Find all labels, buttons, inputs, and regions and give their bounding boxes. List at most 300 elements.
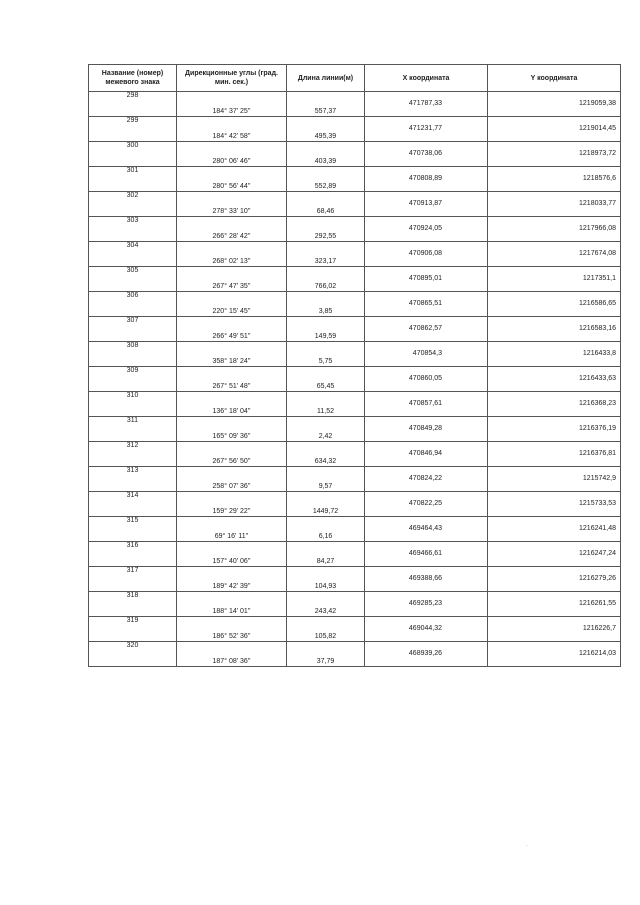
empty-cell: [488, 258, 621, 267]
empty-cell: [488, 392, 621, 401]
point-name: 311: [89, 417, 177, 426]
empty-cell: [177, 125, 287, 133]
empty-cell: [287, 242, 365, 251]
point-name: 305: [89, 267, 177, 276]
table-row: [89, 500, 621, 508]
table-row: [89, 333, 621, 342]
empty-cell: [365, 208, 488, 217]
table-row: [89, 350, 621, 358]
empty-cell: [89, 458, 177, 467]
empty-cell: [89, 150, 177, 158]
empty-cell: [177, 492, 287, 501]
empty-cell: [488, 142, 621, 151]
x-coordinate: 470857,61: [365, 400, 488, 408]
table-row: [89, 633, 621, 642]
table-row: [89, 225, 621, 233]
point-name: 313: [89, 467, 177, 476]
empty-cell: [287, 617, 365, 626]
empty-cell: [177, 142, 287, 151]
empty-cell: [89, 125, 177, 133]
table-row: [89, 108, 621, 117]
empty-cell: [89, 500, 177, 508]
empty-cell: [365, 658, 488, 667]
table-row: [89, 100, 621, 108]
table-row: [89, 575, 621, 583]
empty-cell: [177, 467, 287, 476]
empty-cell: [488, 167, 621, 176]
table-row: [89, 167, 621, 176]
empty-cell: [488, 192, 621, 201]
empty-cell: [488, 458, 621, 467]
direction-angle: 278° 33' 10'': [177, 208, 287, 217]
empty-cell: [89, 108, 177, 117]
empty-cell: [177, 250, 287, 258]
boundary-coordinates-table: [88, 64, 621, 667]
empty-cell: [488, 242, 621, 251]
empty-cell: [177, 517, 287, 526]
table-row: [89, 258, 621, 267]
empty-cell: [365, 367, 488, 376]
line-length: 105,82: [287, 633, 365, 642]
empty-cell: [287, 92, 365, 101]
table-row: [89, 400, 621, 408]
table-row: [89, 492, 621, 501]
point-name: 315: [89, 517, 177, 526]
empty-cell: [488, 408, 621, 417]
line-length: 557,37: [287, 108, 365, 117]
empty-cell: [89, 508, 177, 517]
empty-cell: [287, 325, 365, 333]
y-coordinate: 1219059,38: [488, 100, 621, 108]
empty-cell: [287, 600, 365, 608]
empty-cell: [177, 442, 287, 451]
empty-cell: [177, 167, 287, 176]
table-row: [89, 317, 621, 326]
empty-cell: [89, 575, 177, 583]
empty-cell: [89, 425, 177, 433]
table-row: [89, 458, 621, 467]
direction-angle: 184° 42' 58'': [177, 133, 287, 142]
empty-cell: [177, 542, 287, 551]
empty-cell: [488, 308, 621, 317]
x-coordinate: 469044,32: [365, 625, 488, 633]
empty-cell: [488, 292, 621, 301]
y-coordinate: 1216376,81: [488, 450, 621, 458]
empty-cell: [287, 267, 365, 276]
empty-cell: [365, 142, 488, 151]
point-name: 308: [89, 342, 177, 351]
header-name: Название (номер) межевого знака: [89, 65, 177, 92]
table-row: [89, 308, 621, 317]
empty-cell: [287, 225, 365, 233]
x-coordinate: 471787,33: [365, 100, 488, 108]
empty-cell: [365, 333, 488, 342]
empty-cell: [89, 383, 177, 392]
empty-cell: [89, 408, 177, 417]
empty-cell: [365, 508, 488, 517]
empty-cell: [89, 200, 177, 208]
empty-cell: [365, 608, 488, 617]
empty-cell: [488, 333, 621, 342]
table-row: [89, 417, 621, 426]
empty-cell: [177, 100, 287, 108]
empty-cell: [89, 183, 177, 192]
empty-cell: [287, 392, 365, 401]
point-name: 318: [89, 592, 177, 601]
x-coordinate: 470913,87: [365, 200, 488, 208]
empty-cell: [177, 317, 287, 326]
empty-cell: [488, 417, 621, 426]
empty-cell: [365, 258, 488, 267]
point-name: 302: [89, 192, 177, 201]
table-row: [89, 617, 621, 626]
table-row: [89, 217, 621, 226]
table-row: [89, 150, 621, 158]
empty-cell: [89, 300, 177, 308]
x-coordinate: 470824,22: [365, 475, 488, 483]
x-coordinate: 469285,23: [365, 600, 488, 608]
direction-angle: 187° 08' 36'': [177, 658, 287, 667]
empty-cell: [89, 233, 177, 242]
empty-cell: [89, 358, 177, 367]
empty-cell: [287, 400, 365, 408]
x-coordinate: 468939,26: [365, 650, 488, 658]
direction-angle: 159° 29' 22'': [177, 508, 287, 517]
coordinates-sheet: [88, 64, 620, 667]
y-coordinate: 1217351,1: [488, 275, 621, 283]
table-row: [89, 467, 621, 476]
table-row: [89, 583, 621, 592]
line-length: 104,93: [287, 583, 365, 592]
table-header-row: [89, 65, 621, 92]
x-coordinate: 470865,51: [365, 300, 488, 308]
table-row: [89, 567, 621, 576]
empty-cell: [287, 167, 365, 176]
direction-angle: 188° 14' 01'': [177, 608, 287, 617]
point-name: 320: [89, 642, 177, 651]
line-length: 403,39: [287, 158, 365, 167]
empty-cell: [488, 317, 621, 326]
table-row: [89, 358, 621, 367]
empty-cell: [89, 608, 177, 617]
empty-cell: [287, 150, 365, 158]
table-row: [89, 283, 621, 292]
direction-angle: 189° 42' 39'': [177, 583, 287, 592]
empty-cell: [177, 392, 287, 401]
x-coordinate: 470906,08: [365, 250, 488, 258]
x-coordinate: 470862,57: [365, 325, 488, 333]
table-row: [89, 92, 621, 101]
empty-cell: [89, 550, 177, 558]
empty-cell: [287, 100, 365, 108]
direction-angle: 267° 51' 48'': [177, 383, 287, 392]
table-row: [89, 533, 621, 542]
point-name: 300: [89, 142, 177, 151]
empty-cell: [177, 450, 287, 458]
empty-cell: [89, 533, 177, 542]
empty-cell: [177, 292, 287, 301]
empty-cell: [177, 525, 287, 533]
empty-cell: [287, 292, 365, 301]
empty-cell: [177, 375, 287, 383]
direction-angle: 358° 18' 24'': [177, 358, 287, 367]
x-coordinate: 470738,06: [365, 150, 488, 158]
line-length: 1449,72: [287, 508, 365, 517]
line-length: 766,02: [287, 283, 365, 292]
empty-cell: [177, 617, 287, 626]
empty-cell: [177, 500, 287, 508]
empty-cell: [177, 417, 287, 426]
table-row: [89, 208, 621, 217]
empty-cell: [365, 233, 488, 242]
empty-cell: [89, 283, 177, 292]
empty-cell: [488, 483, 621, 492]
direction-angle: 266° 49' 51'': [177, 333, 287, 342]
line-length: 243,42: [287, 608, 365, 617]
empty-cell: [488, 467, 621, 476]
empty-cell: [177, 592, 287, 601]
line-length: 634,32: [287, 458, 365, 467]
empty-cell: [365, 442, 488, 451]
x-coordinate: 470924,05: [365, 225, 488, 233]
table-row: [89, 608, 621, 617]
empty-cell: [177, 192, 287, 201]
empty-cell: [287, 317, 365, 326]
table-row: [89, 425, 621, 433]
empty-cell: [89, 333, 177, 342]
table-row: [89, 642, 621, 651]
empty-cell: [365, 417, 488, 426]
empty-cell: [287, 592, 365, 601]
line-length: 149,59: [287, 333, 365, 342]
header-angles: Дирекционные углы (град. мин. сек.): [177, 65, 287, 92]
table-row: [89, 433, 621, 442]
header-length: Длина линии(м): [287, 65, 365, 92]
empty-cell: [287, 192, 365, 201]
point-name: 306: [89, 292, 177, 301]
empty-cell: [488, 433, 621, 442]
table-row: [89, 142, 621, 151]
empty-cell: [89, 558, 177, 567]
table-row: [89, 233, 621, 242]
x-coordinate: 469464,43: [365, 525, 488, 533]
table-row: [89, 508, 621, 517]
empty-cell: [177, 175, 287, 183]
line-length: 11,52: [287, 408, 365, 417]
table-row: [89, 392, 621, 401]
empty-cell: [365, 483, 488, 492]
y-coordinate: 1216433,8: [488, 350, 621, 358]
empty-cell: [287, 475, 365, 483]
empty-cell: [287, 550, 365, 558]
empty-cell: [488, 508, 621, 517]
table-row: [89, 117, 621, 126]
line-length: 84,27: [287, 558, 365, 567]
direction-angle: 258° 07' 36'': [177, 483, 287, 492]
empty-cell: [488, 233, 621, 242]
table-row: [89, 383, 621, 392]
x-coordinate: 470808,89: [365, 175, 488, 183]
page-mark: ·: [526, 843, 528, 849]
empty-cell: [287, 650, 365, 658]
empty-cell: [365, 492, 488, 501]
line-length: 6,16: [287, 533, 365, 542]
empty-cell: [287, 300, 365, 308]
empty-cell: [365, 583, 488, 592]
empty-cell: [89, 225, 177, 233]
empty-cell: [365, 592, 488, 601]
empty-cell: [488, 533, 621, 542]
line-length: 37,79: [287, 658, 365, 667]
table-row: [89, 250, 621, 258]
empty-cell: [287, 500, 365, 508]
direction-angle: 267° 56' 50'': [177, 458, 287, 467]
empty-cell: [365, 392, 488, 401]
empty-cell: [365, 183, 488, 192]
y-coordinate: 1216586,65: [488, 300, 621, 308]
empty-cell: [488, 267, 621, 276]
y-coordinate: 1217674,08: [488, 250, 621, 258]
empty-cell: [365, 342, 488, 351]
empty-cell: [365, 542, 488, 551]
x-coordinate: 469466,61: [365, 550, 488, 558]
line-length: 2,42: [287, 433, 365, 442]
empty-cell: [89, 650, 177, 658]
empty-cell: [177, 575, 287, 583]
empty-cell: [488, 92, 621, 101]
empty-cell: [488, 442, 621, 451]
empty-cell: [177, 325, 287, 333]
empty-cell: [287, 200, 365, 208]
x-coordinate: 470849,28: [365, 425, 488, 433]
empty-cell: [365, 242, 488, 251]
empty-cell: [365, 92, 488, 101]
empty-cell: [488, 158, 621, 167]
y-coordinate: 1216214,03: [488, 650, 621, 658]
empty-cell: [287, 450, 365, 458]
line-length: 65,45: [287, 383, 365, 392]
empty-cell: [365, 283, 488, 292]
table-row: [89, 542, 621, 551]
empty-cell: [89, 433, 177, 442]
empty-cell: [365, 383, 488, 392]
table-row: [89, 275, 621, 283]
point-name: 303: [89, 217, 177, 226]
empty-cell: [177, 367, 287, 376]
empty-cell: [287, 342, 365, 351]
table-row: [89, 525, 621, 533]
empty-cell: [365, 567, 488, 576]
table-row: [89, 325, 621, 333]
x-coordinate: 469388,66: [365, 575, 488, 583]
table-row: [89, 342, 621, 351]
y-coordinate: 1218576,6: [488, 175, 621, 183]
line-length: 68,46: [287, 208, 365, 217]
empty-cell: [89, 525, 177, 533]
empty-cell: [488, 583, 621, 592]
empty-cell: [488, 183, 621, 192]
empty-cell: [89, 633, 177, 642]
point-name: 298: [89, 92, 177, 101]
empty-cell: [89, 475, 177, 483]
empty-cell: [365, 558, 488, 567]
table-row: [89, 242, 621, 251]
empty-cell: [89, 600, 177, 608]
empty-cell: [488, 633, 621, 642]
point-name: 319: [89, 617, 177, 626]
empty-cell: [89, 350, 177, 358]
empty-cell: [365, 633, 488, 642]
empty-cell: [177, 600, 287, 608]
empty-cell: [365, 308, 488, 317]
empty-cell: [287, 417, 365, 426]
empty-cell: [89, 625, 177, 633]
empty-cell: [287, 517, 365, 526]
empty-cell: [365, 358, 488, 367]
empty-cell: [89, 450, 177, 458]
y-coordinate: 1219014,45: [488, 125, 621, 133]
table-row: [89, 450, 621, 458]
table-row: [89, 625, 621, 633]
direction-angle: 69° 16' 11'': [177, 533, 287, 542]
empty-cell: [287, 117, 365, 126]
empty-cell: [365, 292, 488, 301]
empty-cell: [365, 533, 488, 542]
line-length: 323,17: [287, 258, 365, 267]
empty-cell: [89, 250, 177, 258]
empty-cell: [287, 642, 365, 651]
table-row: [89, 367, 621, 376]
empty-cell: [488, 517, 621, 526]
y-coordinate: 1216261,55: [488, 600, 621, 608]
empty-cell: [177, 475, 287, 483]
direction-angle: 267° 47' 35'': [177, 283, 287, 292]
empty-cell: [89, 583, 177, 592]
empty-cell: [89, 483, 177, 492]
x-coordinate: 470860,05: [365, 375, 488, 383]
empty-cell: [89, 158, 177, 167]
empty-cell: [89, 275, 177, 283]
table-row: [89, 408, 621, 417]
point-name: 316: [89, 542, 177, 551]
y-coordinate: 1218033,77: [488, 200, 621, 208]
empty-cell: [287, 525, 365, 533]
empty-cell: [177, 625, 287, 633]
empty-cell: [89, 208, 177, 217]
empty-cell: [488, 592, 621, 601]
table-row: [89, 592, 621, 601]
table-row: [89, 267, 621, 276]
empty-cell: [287, 125, 365, 133]
empty-cell: [488, 617, 621, 626]
empty-cell: [488, 108, 621, 117]
y-coordinate: 1216247,24: [488, 550, 621, 558]
y-coordinate: 1216368,23: [488, 400, 621, 408]
header-x: X координата: [365, 65, 488, 92]
empty-cell: [365, 517, 488, 526]
y-coordinate: 1216241,48: [488, 525, 621, 533]
empty-cell: [365, 192, 488, 201]
empty-cell: [488, 658, 621, 667]
empty-cell: [365, 458, 488, 467]
empty-cell: [488, 217, 621, 226]
table-row: [89, 175, 621, 183]
table-row: [89, 442, 621, 451]
empty-cell: [488, 608, 621, 617]
empty-cell: [488, 642, 621, 651]
empty-cell: [177, 642, 287, 651]
point-name: 312: [89, 442, 177, 451]
